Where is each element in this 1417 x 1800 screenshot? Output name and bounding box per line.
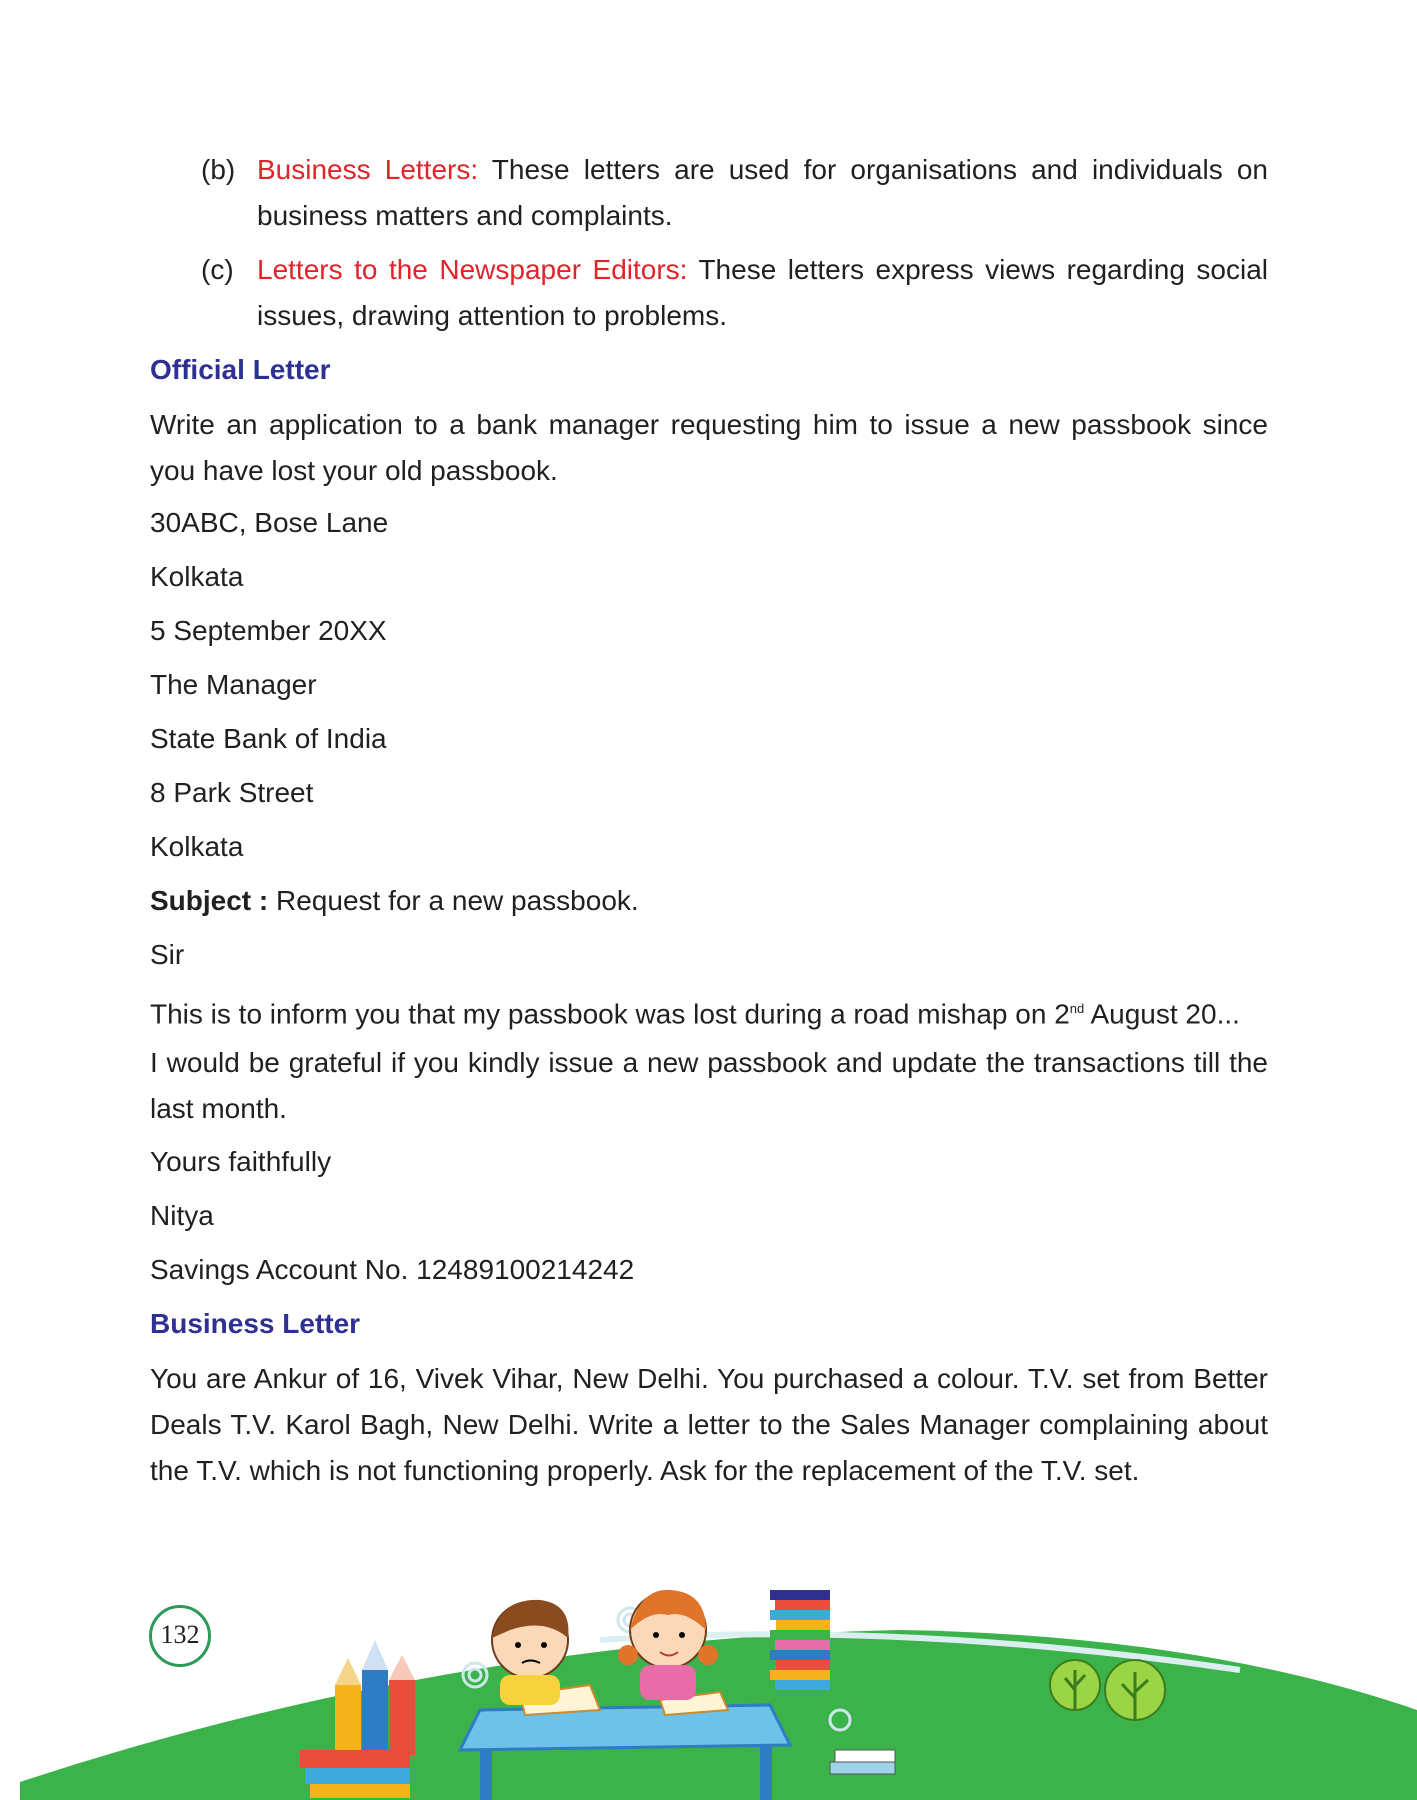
definition-newspaper-letters: These letters express views regarding social issues, drawing attention to problems. xyxy=(257,254,1268,331)
sender-address-line1: 30ABC, Bose Lane xyxy=(150,507,389,538)
list-item-business-letters xyxy=(257,147,1268,239)
signature-name: Nitya xyxy=(150,1200,214,1231)
business-letter-heading: Business Letter xyxy=(150,1308,361,1339)
list-item-newspaper-letters xyxy=(257,247,1268,339)
term-newspaper-letters: Letters to the Newspaper Editors: xyxy=(257,254,688,285)
letter-date: 5 September 20XX xyxy=(150,615,387,646)
official-letter-prompt: Write an application to a bank manager requesting him to issue a new passbook since you have lost your old passbook. xyxy=(150,409,1268,486)
subject-line xyxy=(150,878,1268,924)
official-letter-heading: Official Letter xyxy=(150,354,331,385)
pencils-icon xyxy=(335,1640,415,1755)
letter-body-2: I would be grateful if you kindly issue a new passbook and update the transactions till the last month. xyxy=(150,1047,1268,1124)
sender-address-line2: Kolkata xyxy=(150,561,244,592)
books-stack-icon xyxy=(300,1750,410,1798)
recipient-line4: Kolkata xyxy=(150,831,244,862)
recipient-line1: The Manager xyxy=(150,669,317,700)
footer-illustration xyxy=(0,1560,1417,1800)
body-1-text: This is to inform you that my passbook was lost during a road mishap on 2 xyxy=(150,998,1070,1030)
body-1-text-end: August 20... xyxy=(1084,998,1240,1030)
account-number: Savings Account No. 12489100214242 xyxy=(150,1254,635,1285)
boy-illustration xyxy=(492,1600,568,1705)
term-business-letters: Business Letters: xyxy=(257,154,479,185)
salutation: Sir xyxy=(150,939,185,970)
letter-body-1 xyxy=(150,986,1268,1037)
definition-business-letters: These letters are used for organisations and individuals on business matters and complaints. xyxy=(257,154,1268,231)
recipient-line2: State Bank of India xyxy=(150,723,387,754)
recipient-line3: 8 Park Street xyxy=(150,777,314,808)
ordinal-suffix: nd xyxy=(1069,1001,1085,1016)
list-marker-b: (b) xyxy=(201,154,236,185)
business-letter-prompt: You are Ankur of 16, Vivek Vihar, New Delhi. You purchased a colour. T.V. set from Better Deals T.V. Karol Bagh, New Delhi. Write a letter to the Sales Manager complaining about the T.V. which is not functioning properly. Ask for the replacement of the T.V. set. xyxy=(150,1363,1268,1486)
closing: Yours faithfully xyxy=(150,1146,332,1177)
subject-text: Request for a new passbook. xyxy=(268,885,639,916)
page-number: 132 xyxy=(149,1605,211,1667)
subject-label: Subject : xyxy=(150,885,269,916)
list-marker-c: (c) xyxy=(201,254,234,285)
